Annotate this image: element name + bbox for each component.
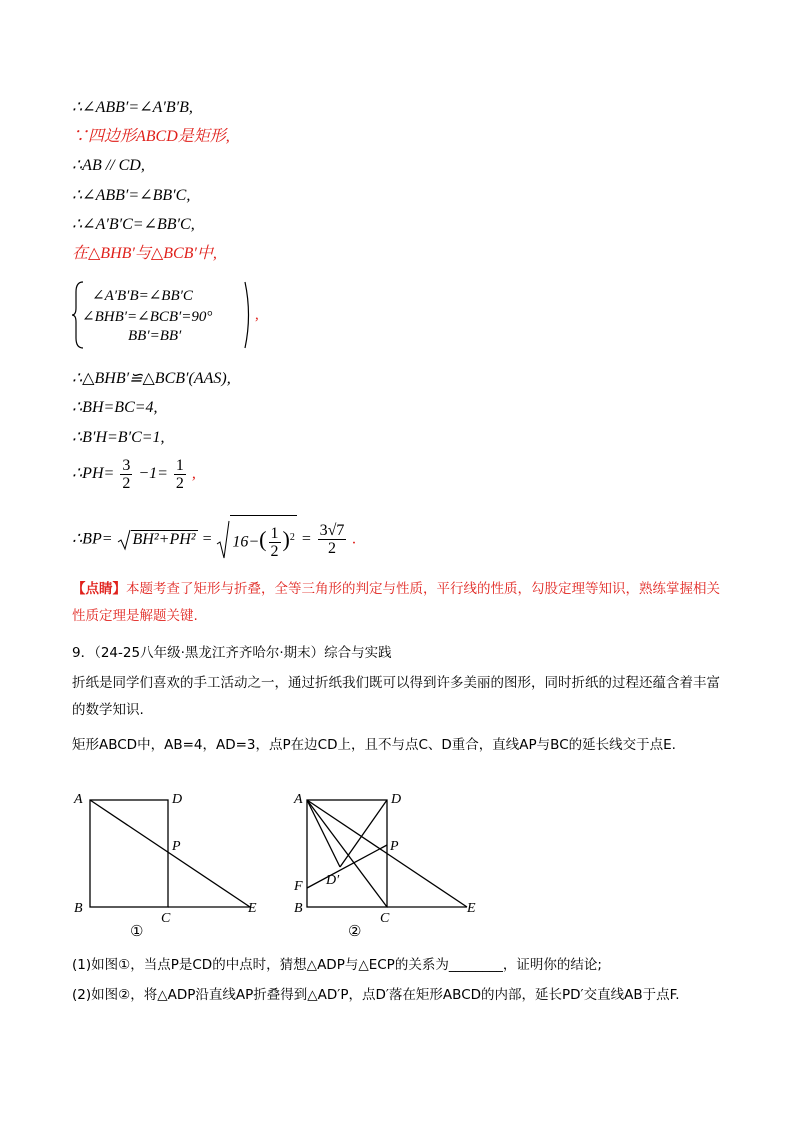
fraction-denominator: 2 <box>328 540 337 558</box>
problem-intro: 折纸是同学们喜欢的手工活动之一，通过折纸我们既可以得到许多美丽的图形，同时折纸的过程还蕴含着丰富的数学知识. <box>72 675 720 718</box>
line-10-start: ∴PH= <box>72 465 115 482</box>
radicand-2 <box>230 515 296 564</box>
fig2-label-a: A <box>294 792 303 807</box>
line-1: ∴∠ABB′=∠A′B′B, <box>72 99 193 116</box>
line-7 <box>72 369 231 389</box>
fraction-numerator: 3 <box>122 456 131 474</box>
line-fp <box>307 845 387 888</box>
dianjing-label: 【点睛】 <box>72 581 126 597</box>
dianjing-note <box>72 576 732 630</box>
fig2-label-d: D <box>391 792 402 807</box>
fraction-one-half <box>174 457 186 492</box>
figure-1 <box>90 800 250 907</box>
fig2-caption: ② <box>348 924 362 940</box>
line-ad-prime <box>307 800 340 867</box>
line-8: ∴BH=BC=4, <box>72 399 158 416</box>
fraction-denominator: 2 <box>175 474 184 492</box>
radicand: BH²+PH² <box>132 530 196 548</box>
system-row-3: BB′=BB′ <box>128 328 182 344</box>
equals-2: = <box>300 530 312 548</box>
right-paren-icon <box>242 280 256 350</box>
fig2-label-f: F <box>294 879 303 894</box>
radicand-2-start: 16− <box>232 533 260 551</box>
fig2-label-p: P <box>390 839 399 854</box>
fig1-label-b: B <box>74 901 83 916</box>
line-9: ∴B′H=B′C=1, <box>72 429 165 446</box>
fraction-one-half <box>269 525 281 560</box>
line-11-start: ∴BP= <box>72 530 113 548</box>
fraction-numerator: 1 <box>175 456 184 474</box>
fraction-numerator: 1 <box>270 525 279 543</box>
problem-given: 矩形ABCD中，AB=4，AD=3，点P在边CD上，且不与点C、D重合，直线AP与BC的延长线交于点E. <box>72 737 676 753</box>
equals: = <box>201 530 213 548</box>
rectangle-abcd <box>90 800 168 907</box>
line-10-mid: −1= <box>138 465 168 482</box>
line-6: 在△BHB′与△BCB′中, <box>72 245 217 262</box>
fig1-label-a: A <box>74 792 83 807</box>
line-10-end: , <box>191 465 196 482</box>
line-11 <box>72 515 356 564</box>
radical-sign-icon <box>216 520 230 560</box>
radical-1 <box>117 518 198 562</box>
radical-2 <box>216 515 296 564</box>
line-4: ∴∠ABB′=∠BB′C, <box>72 187 191 204</box>
line-ae <box>90 800 250 907</box>
fraction-denominator: 2 <box>270 543 279 561</box>
radical-sign-icon <box>117 529 131 551</box>
fig1-label-e: E <box>248 901 257 916</box>
line-7-text: ∴△BHB′≌△BCB′(AAS), <box>72 370 231 387</box>
fraction-denominator: 2 <box>122 474 131 492</box>
system-row-2: ∠BHB′=∠BCB′=90° <box>82 309 213 325</box>
line-2: ∵四边形ABCD是矩形, <box>72 128 230 145</box>
fig2-label-dprime: D′ <box>326 873 340 888</box>
question-1: (1)如图①，当点P是CD的中点时，猜想△ADP与△ECP的关系为________，证明你的结论; <box>72 957 602 973</box>
line-3: ∴AB // CD, <box>72 157 145 174</box>
exponent-two: 2 <box>289 532 295 543</box>
fig1-caption: ① <box>130 924 144 940</box>
fig2-label-e: E <box>467 901 476 916</box>
problem-header: 9．（24-25八年级·黑龙江齐齐哈尔·期末）综合与实践 <box>72 645 392 661</box>
fraction-three-halves <box>120 457 132 492</box>
equation-system <box>72 280 262 350</box>
figure-2 <box>307 800 467 907</box>
fraction-result <box>318 522 347 557</box>
question-2: (2)如图②，将△ADP沿直线AP折叠得到△AD′P，点D′落在矩形ABCD的内部，延长PD′交直线AB于点F. <box>72 987 680 1003</box>
fig1-label-p: P <box>172 839 181 854</box>
right-paren: ) <box>282 526 290 552</box>
fig1-label-d: D <box>172 792 183 807</box>
line-5: ∴∠A′B′C=∠BB′C, <box>72 216 195 233</box>
left-paren: ( <box>259 526 267 552</box>
fig2-label-c: C <box>380 911 390 926</box>
fig1-label-c: C <box>161 911 171 926</box>
figures <box>72 788 492 943</box>
fraction-numerator: 3√7 <box>319 522 345 540</box>
system-row-1: ∠A′B′B=∠BB′C <box>92 288 193 304</box>
line-11-end: . <box>352 530 357 548</box>
system-comma: , <box>255 307 259 323</box>
dianjing-text: 本题考查了矩形与折叠，全等三角形的判定与性质，平行线的性质，勾股定理等知识，熟练掌握相关性质定理是解题关键. <box>72 581 720 624</box>
fig2-label-b: B <box>294 901 303 916</box>
line-10 <box>72 456 196 492</box>
